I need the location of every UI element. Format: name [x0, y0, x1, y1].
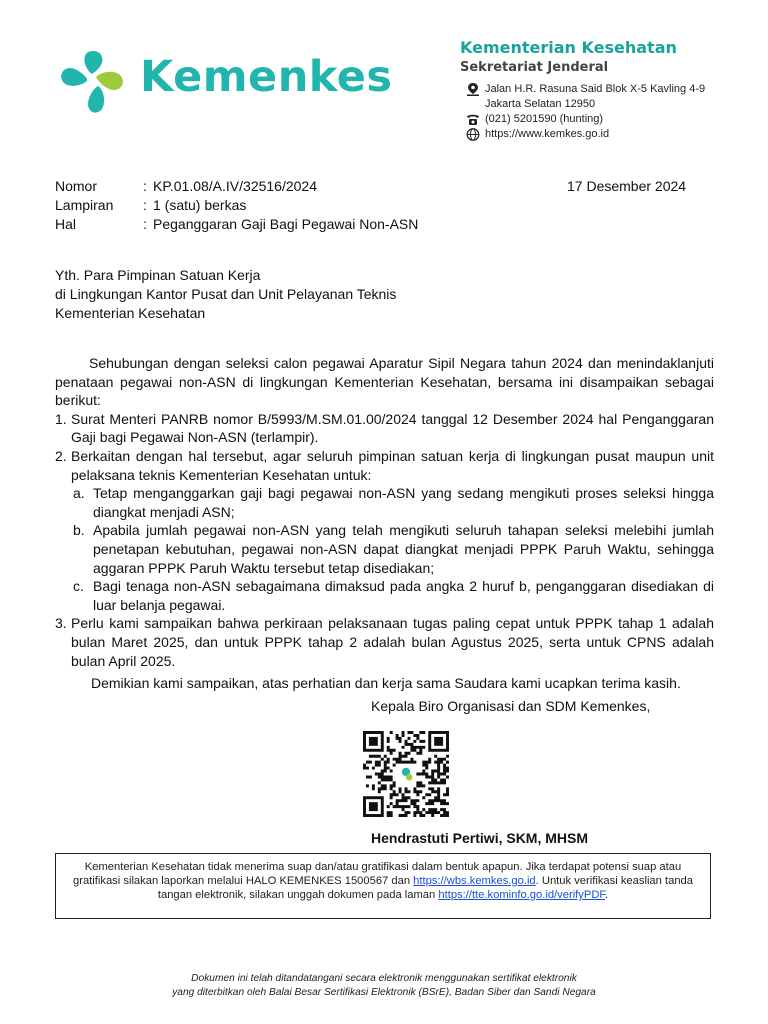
wbs-link[interactable]: https://wbs.kemkes.go.id — [413, 875, 536, 887]
kemenkes-logo-icon — [56, 50, 128, 116]
org-header — [460, 38, 677, 77]
list-text: Berkaitan dengan hal tersebut, agar seluruh pimpinan satuan kerja di lingkungan pusat maupun unit pelaksana teknis Kementerian Kesehatan untuk: — [71, 447, 714, 483]
meta-lampiran-row — [55, 196, 418, 215]
address-line2: Jakarta Selatan 12950 — [485, 98, 596, 110]
phone-icon — [466, 113, 480, 126]
anti-gratification-notice — [55, 853, 711, 919]
logo-wordmark: Kemenkes — [140, 52, 393, 102]
letter-body — [55, 354, 714, 693]
footer-line1: Dokumen ini telah ditandatangani secara elektronik menggunakan sertifikat elektronik — [191, 973, 577, 984]
notice-text: . Untuk verifikasi keaslian tanda tangan elektronik, silakan unggah dokumen pada laman — [157, 875, 693, 901]
list-text: Surat Menteri PANRB nomor B/5993/M.SM.01.00/2024 tanggal 12 Desember 2024 hal Penganggaran Gaji bagi Pegawai Non-ASN (terlampir). — [71, 410, 714, 446]
signatory-title: Kepala Biro Organisasi dan SDM Kemenkes, — [371, 698, 651, 714]
footer-line2: yang diterbitkan oleh Balai Besar Sertifikasi Elektronik (BSrE), Badan Siber dan Sandi Negara — [172, 986, 596, 998]
list-text: Bagi tenaga non-ASN sebagaimana dimaksud pada angka 2 huruf b, penganggaran disediakan di luar belanja pegawai. — [93, 578, 714, 613]
list-number: 1. — [55, 410, 67, 427]
colon: : — [143, 197, 147, 213]
addressee-line1: Yth. Para Pimpinan Satuan Kerja — [55, 267, 261, 283]
hal-value: Peganggaran Gaji Bagi Pegawai Non-ASN — [153, 216, 419, 232]
org-subtitle: Sekretariat Jenderal — [460, 60, 609, 75]
list-letter: a. — [73, 485, 85, 502]
addressee — [55, 266, 396, 323]
notice-text: Kementerian Kesehatan tidak menerima suap dan/atau gratifikasi dalam bentuk apapun. Jika terdapat potensi suap atau gratifikasi silakan laporkan melalui HALO KEMENKES 1500567 dan — [73, 861, 682, 887]
nomor-value: KP.01.08/A.IV/32516/2024 — [153, 178, 317, 194]
list-number: 2. — [55, 447, 67, 464]
list-letter: b. — [73, 522, 85, 539]
list-text: Perlu kami sampaikan bahwa perkiraan pelaksanaan tugas paling cepat untuk PPPK tahap 1 adalah bulan Maret 2025, dan untuk PPPK tahap 2 adalah bulan Agustus 2025, serta untuk CPNS adalah bulan April 2025. — [71, 615, 714, 669]
list-item-2c — [55, 577, 714, 614]
list-text: Apabila jumlah pegawai non-ASN yang telah mengikuti seluruh tahapan seleksi melebihi jumlah penetapan kebutuhan, pegawai non-ASN dapat diangkat menjadi PPPK Paruh Waktu, sehingga aggaran PPPK Paruh Waktu tersebut tetap disediakan; — [93, 522, 714, 576]
contact-block — [466, 82, 705, 142]
list-letter: c. — [73, 578, 84, 595]
org-name: Kementerian Kesehatan — [460, 38, 677, 57]
list-item-2b — [55, 521, 714, 577]
letter-meta — [55, 177, 418, 234]
signatory-name: Hendrastuti Pertiwi, SKM, MHSM — [371, 830, 589, 846]
addressee-line3: Kementerian Kesehatan — [55, 305, 206, 321]
colon: : — [143, 216, 147, 232]
letter-date: 17 Desember 2024 — [567, 178, 687, 194]
intro-paragraph: Sehubungan dengan seleksi calon pegawai Aparatur Sipil Negara tahun 2024 dan menindaklanjuti penataan pegawai non-ASN di lingkungan Kementerian Kesehatan, bersama ini disampaikan sebagai berikut: — [55, 355, 714, 409]
list-item-2 — [55, 447, 714, 484]
qr-code-signature — [363, 731, 449, 817]
list-item-3 — [55, 614, 714, 670]
list-number: 3. — [55, 615, 67, 632]
notice-text: . — [605, 889, 609, 901]
lampiran-value: 1 (satu) berkas — [153, 197, 247, 213]
list-text: Tetap menganggarkan gaji bagi pegawai non-ASN yang sedang mengikuti proses seleksi hingga diangkat menjadi ASN; — [93, 485, 714, 520]
hal-label: Hal — [55, 216, 77, 232]
lampiran-label: Lampiran — [55, 197, 114, 213]
globe-icon — [466, 128, 480, 141]
address-line1: Jalan H.R. Rasuna Said Blok X-5 Kavling 4-9 — [485, 83, 706, 95]
addressee-line2: di Lingkungan Kantor Pusat dan Unit Pelayanan Teknis — [55, 286, 397, 302]
meta-hal-row — [55, 215, 418, 234]
verify-pdf-link[interactable]: https://tte.kominfo.go.id/verifyPDF — [438, 889, 606, 901]
phone-number: (021) 5201590 (hunting) — [485, 113, 604, 125]
list-item-1 — [55, 410, 714, 447]
colon: : — [143, 178, 147, 194]
location-pin-icon — [466, 83, 480, 96]
list-item-2a — [55, 484, 714, 521]
website-link[interactable]: https://www.kemkes.go.id — [485, 128, 610, 140]
meta-nomor-row — [55, 177, 418, 196]
e-signature-footer — [0, 972, 768, 999]
closing-paragraph: Demikian kami sampaikan, atas perhatian dan kerja sama Saudara kami ucapkan terima kasih. — [91, 675, 681, 692]
nomor-label: Nomor — [55, 178, 98, 194]
